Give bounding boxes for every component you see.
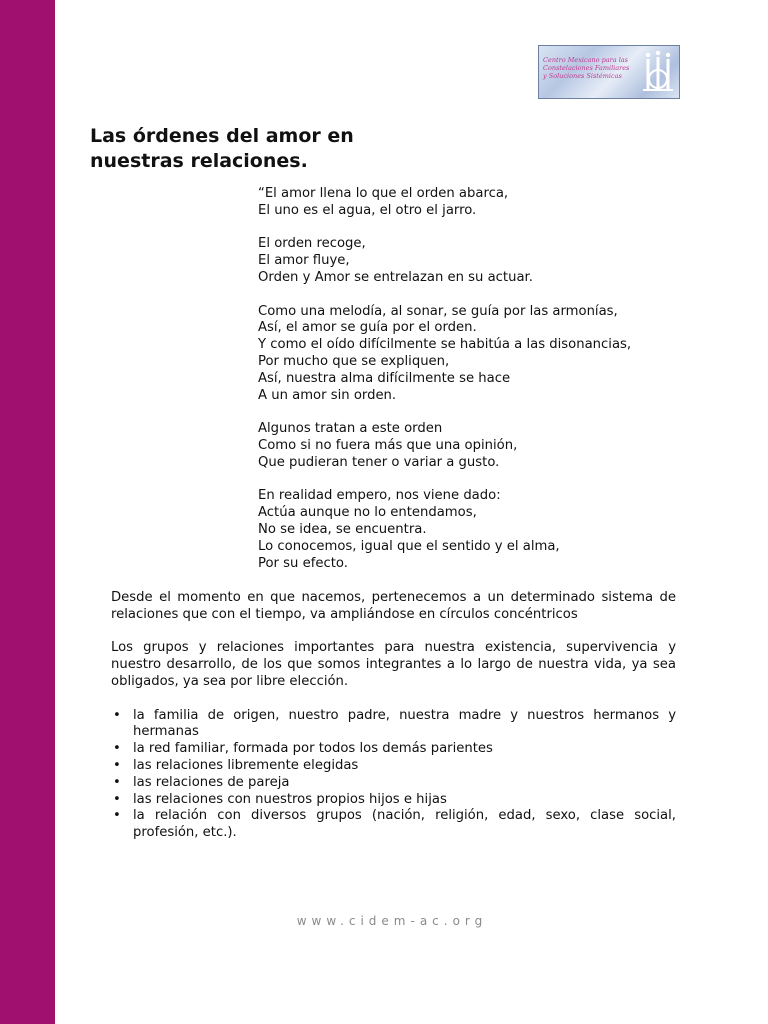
poem-stanza: [258, 488, 698, 572]
logo-line: Constelaciones Familiares: [543, 64, 630, 72]
list-item: [111, 758, 676, 775]
bullet-icon: •: [113, 757, 121, 773]
cidem-logo-mark-icon: [641, 49, 675, 94]
poem-line: Algunos tratan a este orden: [258, 421, 443, 437]
logo-text: [543, 56, 639, 80]
poem-stanza: [258, 186, 698, 220]
poem-line: El orden recoge,: [258, 236, 366, 252]
paragraph: Desde el momento en que nacemos, pertenecemos a un determinado sistema de relaciones que con el tiempo, va ampliándose en círculos concéntricos: [111, 590, 676, 622]
footer-url: [0, 914, 768, 928]
logo-line: y Soluciones Sistémicas: [543, 72, 622, 80]
poem-line: “El amor llena lo que el orden abarca,: [258, 186, 509, 201]
side-color-bar: [0, 0, 55, 1024]
poem-line: Y como el oído difícilmente se habitúa a las disonancias,: [258, 337, 632, 353]
list-item: [111, 741, 676, 758]
poem-line: Así, el amor se guía por el orden.: [258, 320, 477, 336]
list-item-text: las relaciones con nuestros propios hijos e hijas: [133, 791, 447, 807]
poem-line: En realidad empero, nos viene dado:: [258, 488, 501, 504]
poem-line: A un amor sin orden.: [258, 387, 397, 403]
poem-stanza: [258, 236, 698, 286]
poem-line: Por mucho que se expliquen,: [258, 353, 450, 369]
poem-stanza: [258, 421, 698, 471]
logo-line: Centro Mexicano para las: [543, 56, 629, 64]
list-item: [111, 708, 676, 742]
poem-line: Lo conocemos, igual que el sentido y el alma,: [258, 538, 560, 554]
bullet-icon: •: [113, 791, 121, 807]
paragraph: Los grupos y relaciones importantes para nuestra existencia, supervivencia y nuestro desarrollo, de los que somos integrantes a lo largo de nuestra vida, ya sea obligados, ya sea por libre elección.: [111, 640, 676, 689]
bullet-icon: •: [113, 741, 121, 757]
title-line: nuestras relaciones.: [90, 150, 308, 172]
list-item-text: las relaciones libremente elegidas: [133, 757, 359, 773]
relations-list: [111, 708, 676, 842]
poem-line: Como si no fuera más que una opinión,: [258, 437, 518, 453]
poem: [258, 186, 698, 589]
poem-line: Por su efecto.: [258, 555, 348, 571]
cidem-logo: [538, 45, 680, 99]
bullet-icon: •: [113, 774, 121, 790]
poem-line: Como una melodía, al sonar, se guía por las armonías,: [258, 303, 618, 319]
list-item: [111, 808, 676, 842]
list-item-text: las relaciones de pareja: [133, 774, 290, 790]
poem-line: El amor fluye,: [258, 253, 350, 269]
poem-line: Orden y Amor se entrelazan en su actuar.: [258, 269, 533, 285]
list-item-text: la relación con diversos grupos (nación, religión, edad, sexo, clase social, profesión, etc.).: [133, 808, 676, 841]
poem-line: Que pudieran tener o variar a gusto.: [258, 454, 500, 470]
bullet-icon: •: [113, 707, 121, 723]
poem-line: Así, nuestra alma difícilmente se hace: [258, 370, 511, 386]
poem-line: No se idea, se encuentra.: [258, 521, 427, 537]
list-item: [111, 775, 676, 792]
poem-stanza: [258, 304, 698, 405]
footer-url-text: www.cidem-ac.org: [296, 914, 488, 928]
body-text: [111, 590, 676, 842]
title-line: Las órdenes del amor en: [90, 125, 354, 147]
list-item-text: la familia de origen, nuestro padre, nuestra madre y nuestros hermanos y hermanas: [133, 707, 676, 740]
bullet-icon: •: [113, 808, 121, 824]
poem-line: Actúa aunque no lo entendamos,: [258, 505, 477, 521]
list-item: [111, 792, 676, 809]
list-item-text: la red familiar, formada por todos los demás parientes: [133, 741, 493, 757]
poem-line: El uno es el agua, el otro el jarro.: [258, 202, 477, 218]
page-title: [90, 124, 354, 174]
